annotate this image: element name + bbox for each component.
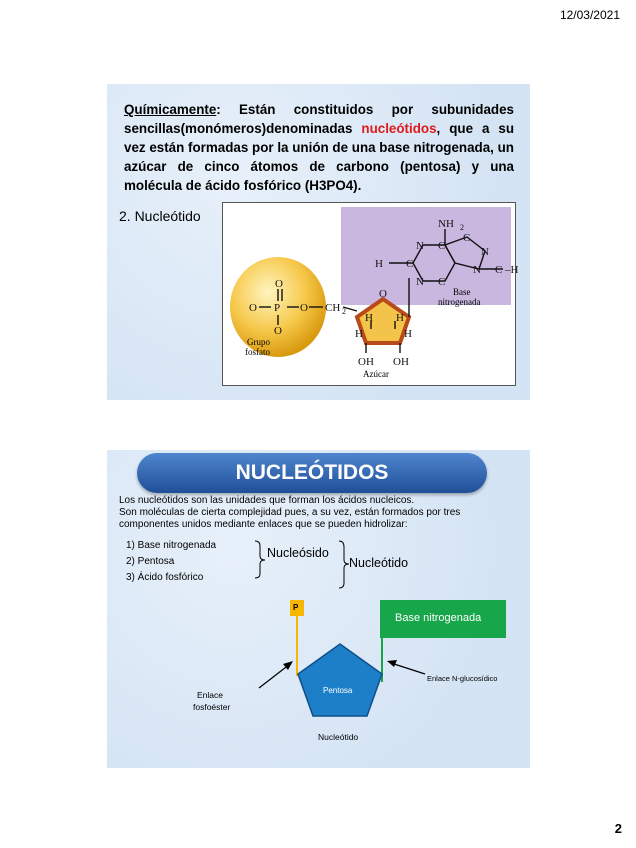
description-line-1: Los nucleótidos son las unidades que forman los ácidos nucleicos. — [119, 495, 415, 506]
nucleosido-label: Nucleósido — [267, 546, 329, 560]
nucleotide-structure-figure — [222, 202, 519, 386]
page-number: 2 — [614, 821, 622, 836]
intro-paragraph — [124, 100, 514, 195]
n1: N — [481, 246, 489, 258]
azucar-label: Azúcar — [363, 369, 389, 379]
diagram-caption: Nucleótido — [318, 732, 359, 742]
n9: N — [416, 276, 424, 288]
quimicamente-term: Químicamente — [124, 102, 217, 117]
ch2-label: CH — [325, 302, 341, 314]
oxygen-top: O — [275, 278, 283, 290]
c4: C — [438, 276, 446, 288]
arrow-glucosidico-head — [387, 660, 397, 667]
para-text-2: , que a su vez están formadas por la unión de una base nitrogenada, un azúcar de cinco átomos de carbono (pentosa) y una molécula de ácido fosfórico (H3PO4). — [124, 121, 514, 193]
description-line-3: componentes unidos mediante enlaces que se pueden hidrolizar: — [119, 519, 408, 530]
slide-2 — [107, 450, 530, 768]
pentosa-label: Pentosa — [323, 686, 353, 695]
nucleotide-structure-drawing — [223, 203, 519, 385]
grupo-label-1: Grupo — [247, 337, 270, 347]
n3: N — [473, 264, 481, 276]
enlace-glucosidico-label: Enlace N-glucosídico — [427, 674, 498, 683]
arrow-fosfoester — [259, 664, 290, 688]
nh2-sub: 2 — [460, 223, 464, 232]
para-text-1: : Están constituidos por subunidades sencillas(monómeros)denominadas — [124, 102, 514, 136]
base-box-label: Base nitrogenada — [395, 612, 482, 624]
nucleotido-bracket — [339, 541, 349, 588]
enlace-label-1: Enlace — [197, 690, 223, 700]
h-lower-right: H — [404, 328, 412, 340]
ring-oxygen: O — [379, 288, 387, 300]
nucleotido-label: Nucleótido — [349, 556, 409, 570]
ch2-sub: 2 — [342, 307, 346, 316]
h-c8: H — [375, 258, 383, 270]
phosphorus: P — [274, 302, 281, 314]
arrow-glucosidico — [391, 663, 425, 674]
c6: C — [463, 232, 471, 244]
date: 12/03/2021 — [559, 8, 620, 22]
h-c2: –H — [505, 264, 519, 276]
nucleotidos-highlight: nucleótidos — [361, 121, 437, 136]
h-lower-left: H — [355, 328, 363, 340]
base-label-1: Base — [453, 287, 471, 297]
nh2-label: NH — [438, 218, 454, 230]
slide-1 — [107, 84, 530, 400]
oh-right: OH — [393, 356, 409, 368]
enlace-label-2: fosfoéster — [193, 702, 231, 712]
slide-title-banner: NUCLEÓTIDOS — [137, 453, 487, 493]
list-item: 3) Ácido fosfórico — [126, 572, 204, 583]
c2: C — [495, 264, 503, 276]
nucleotide-diagram — [107, 450, 530, 768]
grupo-label-2: fosfato — [245, 347, 270, 357]
p-label: P — [293, 603, 299, 612]
h-right: H — [396, 312, 404, 324]
n7: N — [416, 240, 424, 252]
base-label-2: nitrogenada — [438, 297, 481, 307]
h-left: H — [365, 312, 373, 324]
description-line-2: Son moléculas de cierta complejidad pues, a su vez, están formados por tres — [119, 507, 461, 518]
c8: C — [406, 258, 414, 270]
nucleosido-bracket — [255, 541, 265, 578]
c5: C — [438, 240, 446, 252]
oxygen-bottom: O — [274, 325, 282, 337]
oh-left: OH — [358, 356, 374, 368]
subtitle-nucleotido: 2. Nucleótido — [119, 208, 201, 224]
oxygen-left: O — [249, 302, 257, 314]
list-item: 1) Base nitrogenada — [126, 540, 217, 551]
pentosa-pentagon — [298, 644, 382, 716]
oxygen-right: O — [300, 302, 308, 314]
list-item: 2) Pentosa — [126, 556, 175, 567]
